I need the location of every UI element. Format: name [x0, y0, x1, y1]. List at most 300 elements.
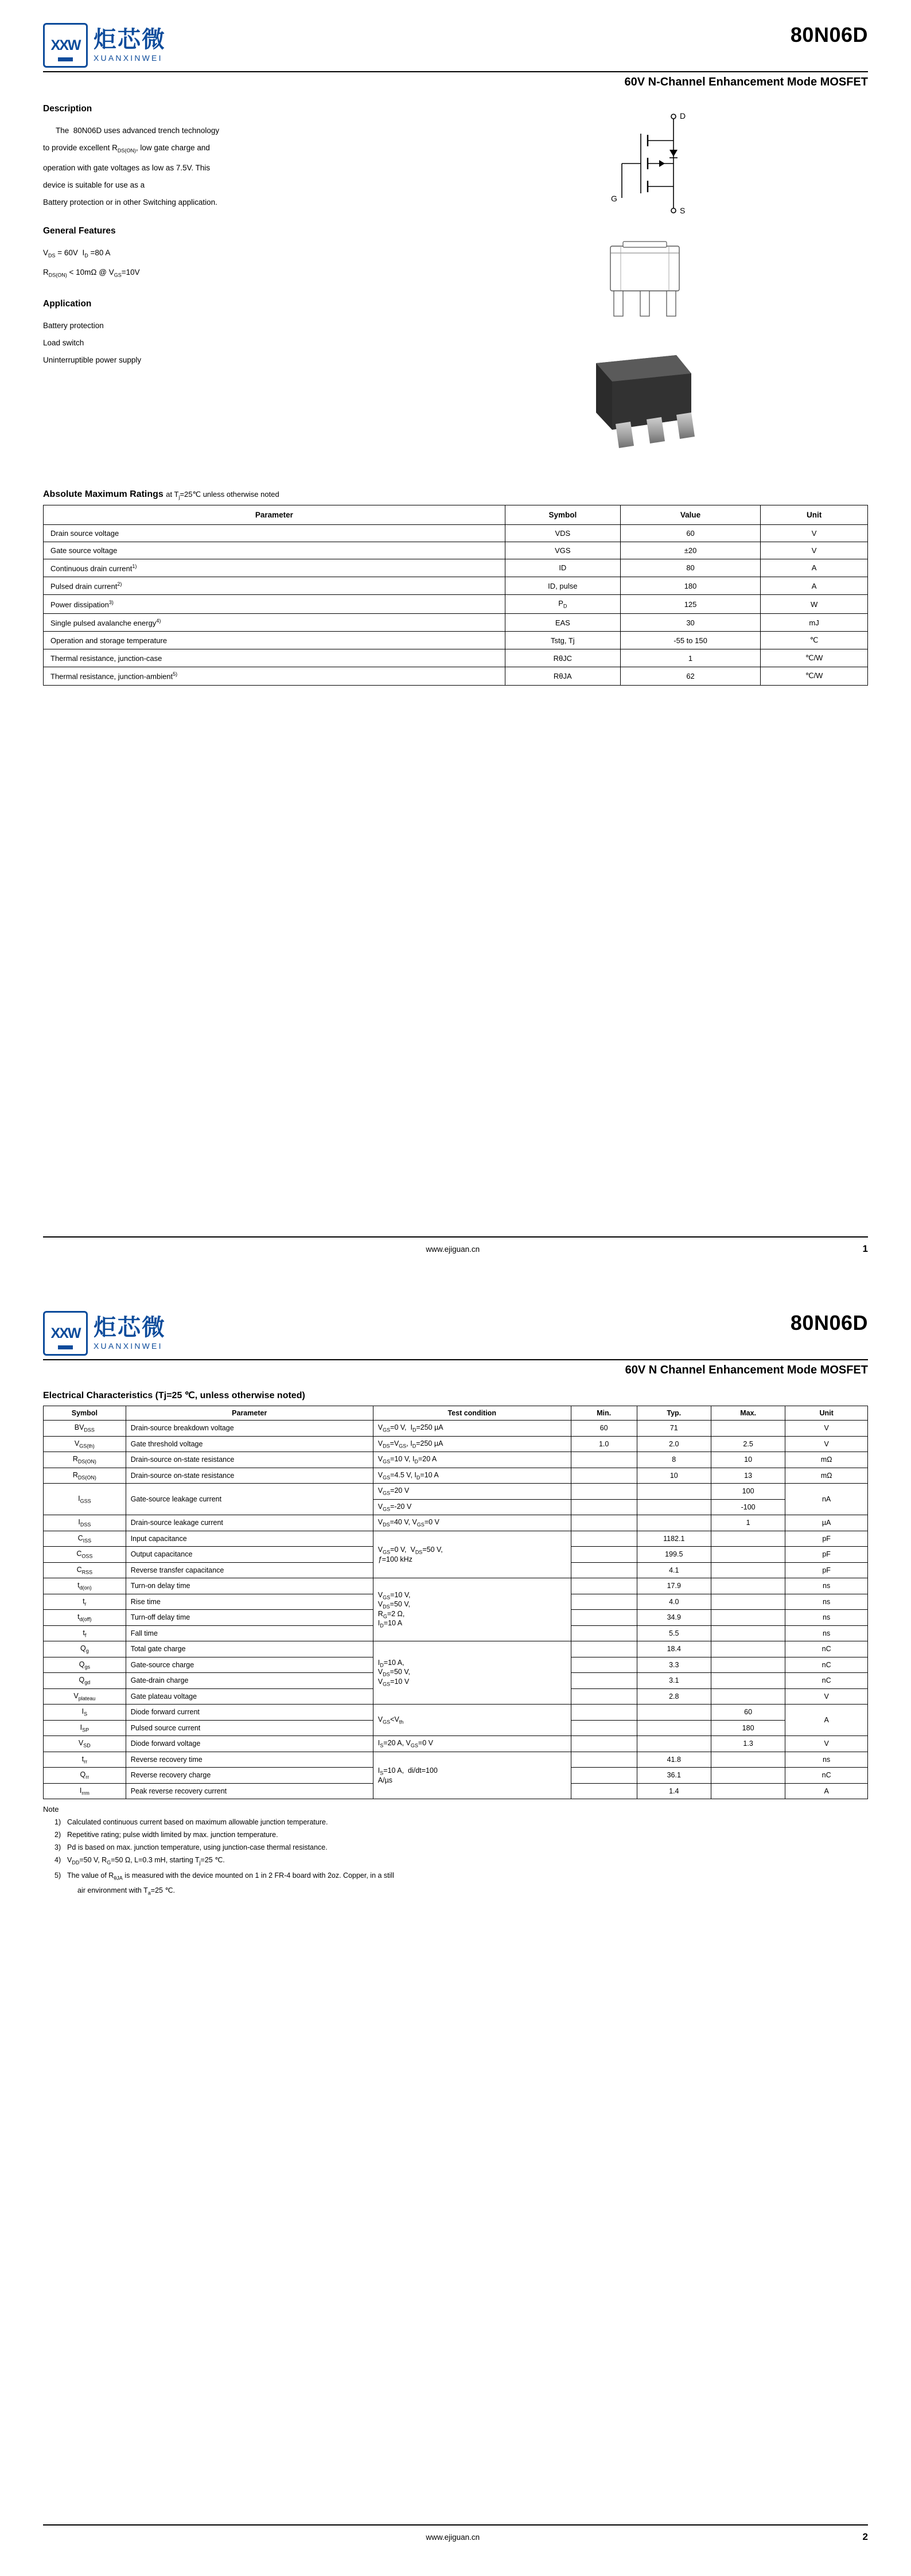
amr-cell: ℃/W — [761, 667, 868, 685]
elec-max — [711, 1641, 785, 1657]
elec-min — [571, 1783, 637, 1799]
amr-cell: W — [761, 595, 868, 614]
features-heading: General Features — [43, 225, 116, 236]
logo-mark-text: XXW — [50, 37, 80, 53]
elec-max — [711, 1688, 785, 1705]
amr-cell: Power dissipation$^{3)}$ — [44, 595, 505, 614]
elec-symbol: $V_{SD}$ — [44, 1736, 126, 1752]
svg-text:D: D — [680, 111, 686, 120]
amr-cell: Gate source voltage — [44, 542, 505, 559]
footer-divider — [43, 2524, 868, 2526]
note-text: air environment with $T_a=25$ ℃. — [77, 1886, 175, 1896]
elec-condition: $V_{GS}=4.5$ V, $I_D=10$ A — [373, 1468, 571, 1484]
elec-unit: mΩ — [785, 1468, 868, 1484]
package-outline-drawing — [587, 238, 702, 330]
logo-underbar — [58, 1345, 73, 1349]
elec-min: 60 — [571, 1421, 637, 1437]
elec-max — [711, 1547, 785, 1563]
elec-condition: $V_{GS}=20$ V — [373, 1484, 571, 1500]
elec-min — [571, 1452, 637, 1468]
description-column — [43, 104, 410, 460]
footer-page-number: 1 — [862, 1243, 868, 1254]
amr-title-note: at $T_j=25℃$ unless otherwise noted — [166, 490, 279, 500]
company-name-en: XUANXINWEI — [94, 1341, 163, 1351]
elec-parameter: Reverse recovery charge — [126, 1768, 373, 1784]
page2-footer — [43, 2524, 868, 2543]
amr-cell: 80 — [620, 559, 760, 577]
elec-col-condition: Test condition — [373, 1406, 571, 1421]
table-row — [44, 1468, 868, 1484]
feature-line-2: $R_{DS(ON)} < 10m\Omega$ @ $V_{GS}=10V$ — [43, 268, 140, 279]
footer-row — [43, 1243, 868, 1255]
elec-min — [571, 1531, 637, 1547]
elec-typ — [637, 1515, 711, 1531]
part-number: 80N06D — [790, 23, 868, 46]
table-row — [44, 559, 868, 577]
elec-parameter: Gate plateau voltage — [126, 1688, 373, 1705]
note-heading: Note — [43, 1805, 59, 1814]
elec-col-max: Max. — [711, 1406, 785, 1421]
elec-min — [571, 1610, 637, 1626]
table-row — [44, 524, 868, 542]
elec-parameter: Gate threshold voltage — [126, 1436, 373, 1452]
elec-symbol: $I_{rrm}$ — [44, 1783, 126, 1799]
note-number: 5) — [54, 1871, 61, 1880]
table-row — [44, 1578, 868, 1594]
elec-unit: ns — [785, 1594, 868, 1610]
note-text: Calculated continuous current based on maximum allowable junction temperature. — [67, 1818, 328, 1826]
elec-max: 13 — [711, 1468, 785, 1484]
elec-unit: pF — [785, 1531, 868, 1547]
table-row — [44, 1421, 868, 1437]
elec-typ — [637, 1720, 711, 1736]
company-name-cn: 炬芯微 — [94, 26, 166, 53]
description-heading: Description — [43, 104, 92, 114]
elec-max — [711, 1783, 785, 1799]
elec-typ: 2.0 — [637, 1436, 711, 1452]
elec-min — [571, 1625, 637, 1641]
elec-min — [571, 1562, 637, 1578]
elec-typ — [637, 1736, 711, 1752]
elec-unit: A — [785, 1705, 868, 1736]
elec-unit: ns — [785, 1578, 868, 1594]
elec-min — [571, 1736, 637, 1752]
mosfet-symbol-icon — [573, 106, 717, 221]
note-number: 4) — [54, 1856, 61, 1864]
elec-typ — [637, 1484, 711, 1500]
table-row — [44, 667, 868, 685]
table-row — [44, 632, 868, 649]
amr-cell: Single pulsed avalanche energy$^{4)}$ — [44, 613, 505, 631]
logo-wordmark — [94, 1316, 166, 1351]
elec-unit: nC — [785, 1657, 868, 1673]
elec-condition: $V_{GS}<V_{th}$ — [373, 1705, 571, 1736]
application-heading: Application — [43, 299, 92, 309]
list-item — [43, 1816, 868, 1828]
elec-min — [571, 1768, 637, 1784]
table-row — [44, 649, 868, 667]
elec-typ: 36.1 — [637, 1768, 711, 1784]
elec-unit: pF — [785, 1547, 868, 1563]
table-row — [44, 542, 868, 559]
absolute-maximum-ratings-table — [43, 505, 868, 686]
list-item — [43, 1884, 868, 1900]
elec-symbol: $Q_{rr}$ — [44, 1768, 126, 1784]
footer-url[interactable]: www.ejiguan.cn — [426, 1244, 480, 1254]
amr-cell: mJ — [761, 613, 868, 631]
elec-max: 180 — [711, 1720, 785, 1736]
elec-unit: V — [785, 1436, 868, 1452]
elec-parameter: Turn-on delay time — [126, 1578, 373, 1594]
elec-unit: ns — [785, 1752, 868, 1768]
company-name-cn: 炬芯微 — [94, 1314, 166, 1341]
table-row — [44, 1705, 868, 1721]
graphics-column — [410, 104, 868, 460]
table-row — [44, 1484, 868, 1500]
svg-text:G: G — [611, 194, 617, 203]
elec-min — [571, 1752, 637, 1768]
elec-typ: 18.4 — [637, 1641, 711, 1657]
table-row — [44, 1641, 868, 1657]
note-number: 2) — [54, 1831, 61, 1839]
note-number: 3) — [54, 1843, 61, 1851]
page1-header — [43, 0, 868, 68]
elec-condition: $I_D=10$ A, $V_{DS}=50$ V, $V_{GS}=10$ V — [373, 1641, 571, 1705]
amr-title-main: Absolute Maximum Ratings — [43, 489, 163, 499]
elec-col-unit: Unit — [785, 1406, 868, 1421]
table-row — [44, 1436, 868, 1452]
logo-wordmark — [94, 28, 166, 63]
elec-unit: V — [785, 1736, 868, 1752]
logo-underbar — [58, 57, 73, 61]
list-item — [43, 1854, 868, 1869]
elec-symbol: $t_r$ — [44, 1594, 126, 1610]
elec-condition: $I_S=20$ A, $V_{GS}=0$ V — [373, 1736, 571, 1752]
elec-condition: $V_{GS}=10$ V, $I_D=20$ A — [373, 1452, 571, 1468]
elec-symbol: $V_{plateau}$ — [44, 1688, 126, 1705]
elec-header-row — [44, 1406, 868, 1421]
amr-cell: Tstg, Tj — [505, 632, 620, 649]
amr-cell: ℃/W — [761, 649, 868, 667]
amr-col-symbol: Symbol — [505, 505, 620, 524]
elec-symbol: $t_{d(on)}$ — [44, 1578, 126, 1594]
footer-row — [43, 2531, 868, 2543]
elec-symbol: $R_{DS(ON)}$ — [44, 1468, 126, 1484]
amr-cell: Thermal resistance, junction-case — [44, 649, 505, 667]
elec-min — [571, 1673, 637, 1689]
elec-symbol: $t_{d(off)}$ — [44, 1610, 126, 1626]
table-row — [44, 1515, 868, 1531]
amr-cell: A — [761, 577, 868, 594]
elec-typ: 5.5 — [637, 1625, 711, 1641]
elec-typ — [637, 1499, 711, 1515]
amr-cell: -55 to 150 — [620, 632, 760, 649]
elec-max — [711, 1625, 785, 1641]
elec-condition: $V_{GS}=0$ V, $I_D=250$ µA — [373, 1421, 571, 1437]
elec-typ: 10 — [637, 1468, 711, 1484]
amr-cell: Continuous drain current$^{1)}$ — [44, 559, 505, 577]
elec-typ: 1.4 — [637, 1783, 711, 1799]
elec-min — [571, 1705, 637, 1721]
elec-symbol: $I_{SP}$ — [44, 1720, 126, 1736]
elec-col-symbol: Symbol — [44, 1406, 126, 1421]
description-section — [43, 104, 868, 460]
note-text: The value of $R_{\theta JA}$ is measured with the device mounted on 1 in 2 FR-4 board with 2oz. Copper, in a still — [67, 1871, 394, 1881]
amr-title — [43, 489, 868, 500]
note-text: $V_{DD}=50$ V, $R_G=50$ Ω, L=0.3 mH, starting $T_j=25$ ℃. — [67, 1856, 225, 1866]
footer-divider — [43, 1236, 868, 1238]
elec-parameter: Pulsed source current — [126, 1720, 373, 1736]
elec-condition: $V_{DS}=V_{GS}$, $I_D=250$ µA — [373, 1436, 571, 1452]
elec-max — [711, 1531, 785, 1547]
elec-typ: 199.5 — [637, 1547, 711, 1563]
elec-title: Electrical Characteristics (Tj=25 ℃, unless otherwise noted) — [43, 1391, 305, 1400]
elec-min — [571, 1547, 637, 1563]
elec-unit: mΩ — [785, 1452, 868, 1468]
elec-min — [571, 1657, 637, 1673]
description-line-5: Battery protection or in other Switching application. — [43, 197, 217, 207]
list-item — [43, 1869, 868, 1885]
elec-parameter: Total gate charge — [126, 1641, 373, 1657]
amr-cell: Pulsed drain current$^{2)}$ — [44, 577, 505, 594]
elec-unit: A — [785, 1783, 868, 1799]
amr-cell: 125 — [620, 595, 760, 614]
elec-typ: 3.3 — [637, 1657, 711, 1673]
amr-cell: RθJC — [505, 649, 620, 667]
amr-cell: Operation and storage temperature — [44, 632, 505, 649]
table-row — [44, 577, 868, 594]
elec-symbol: $Q_{gs}$ — [44, 1657, 126, 1673]
list-item — [43, 1841, 868, 1854]
amr-cell: ID — [505, 559, 620, 577]
elec-parameter: Peak reverse recovery current — [126, 1783, 373, 1799]
company-logo — [43, 23, 166, 68]
elec-condition: $V_{GS}=0$ V, $V_{DS}=50$ V, ƒ=100 kHz — [373, 1531, 571, 1578]
company-name-en: XUANXINWEI — [94, 53, 163, 63]
elec-min — [571, 1688, 637, 1705]
elec-parameter: Input capacitance — [126, 1531, 373, 1547]
note-number — [43, 1884, 67, 1900]
amr-cell: ±20 — [620, 542, 760, 559]
part-number: 80N06D — [790, 1311, 868, 1334]
elec-max: 2.5 — [711, 1436, 785, 1452]
page1-subtitle: 60V N-Channel Enhancement Mode MOSFET — [624, 76, 868, 88]
elec-typ: 3.1 — [637, 1673, 711, 1689]
elec-symbol: $C_{OSS}$ — [44, 1547, 126, 1563]
amr-cell: VGS — [505, 542, 620, 559]
elec-max — [711, 1610, 785, 1626]
logo-mark-icon — [43, 23, 88, 68]
amr-cell: V — [761, 524, 868, 542]
table-row — [44, 1531, 868, 1547]
elec-symbol: $I_S$ — [44, 1705, 126, 1721]
elec-unit: ns — [785, 1610, 868, 1626]
amr-cell: 30 — [620, 613, 760, 631]
elec-max — [711, 1657, 785, 1673]
elec-min — [571, 1641, 637, 1657]
amr-cell: Thermal resistance, junction-ambient$^{5)}$ — [44, 667, 505, 685]
list-item — [43, 1828, 868, 1841]
elec-symbol: $R_{DS(ON)}$ — [44, 1452, 126, 1468]
footer-page-number: 2 — [862, 2531, 868, 2542]
elec-max: 10 — [711, 1452, 785, 1468]
elec-min — [571, 1720, 637, 1736]
amr-cell: Drain source voltage — [44, 524, 505, 542]
elec-symbol: $C_{ISS}$ — [44, 1531, 126, 1547]
elec-parameter: Reverse recovery time — [126, 1752, 373, 1768]
application-body — [43, 317, 410, 369]
elec-col-min: Min. — [571, 1406, 637, 1421]
elec-max: 100 — [711, 1484, 785, 1500]
elec-symbol: $I_{GSS}$ — [44, 1484, 126, 1515]
description-line-4: device is suitable for use as a — [43, 180, 145, 189]
amr-cell: ID, pulse — [505, 577, 620, 594]
elec-typ: 34.9 — [637, 1610, 711, 1626]
amr-col-value: Value — [620, 505, 760, 524]
elec-parameter: Rise time — [126, 1594, 373, 1610]
elec-max — [711, 1594, 785, 1610]
elec-max: -100 — [711, 1499, 785, 1515]
elec-unit: ns — [785, 1625, 868, 1641]
elec-parameter: Output capacitance — [126, 1547, 373, 1563]
header-divider — [43, 1359, 868, 1360]
notes-list — [43, 1816, 868, 1900]
elec-typ: 4.0 — [637, 1594, 711, 1610]
elec-unit: nA — [785, 1484, 868, 1515]
elec-col-parameter: Parameter — [126, 1406, 373, 1421]
elec-unit: pF — [785, 1562, 868, 1578]
elec-parameter: Diode forward current — [126, 1705, 373, 1721]
datasheet-page-2 — [0, 1288, 911, 2576]
elec-symbol: $t_{rr}$ — [44, 1752, 126, 1768]
amr-cell: V — [761, 542, 868, 559]
table-row — [44, 1752, 868, 1768]
elec-max: 1 — [711, 1515, 785, 1531]
note-text: Repetitive rating; pulse width limited by max. junction temperature. — [67, 1831, 278, 1839]
page1-header-right — [791, 23, 868, 47]
elec-symbol: $Q_g$ — [44, 1641, 126, 1657]
elec-symbol: $C_{RSS}$ — [44, 1562, 126, 1578]
table-row — [44, 595, 868, 614]
description-line-1: The 80N06D uses advanced trench technology — [56, 126, 220, 135]
page2-header — [43, 1288, 868, 1356]
elec-typ: 17.9 — [637, 1578, 711, 1594]
amr-cell: ℃ — [761, 632, 868, 649]
amr-cell: $P_D$ — [505, 595, 620, 614]
amr-cell: VDS — [505, 524, 620, 542]
amr-col-unit: Unit — [761, 505, 868, 524]
elec-parameter: Fall time — [126, 1625, 373, 1641]
elec-max: 60 — [711, 1705, 785, 1721]
elec-typ: 41.8 — [637, 1752, 711, 1768]
elec-parameter: Diode forward voltage — [126, 1736, 373, 1752]
elec-parameter: Turn-off delay time — [126, 1610, 373, 1626]
elec-min: 1.0 — [571, 1436, 637, 1452]
note-number: 1) — [54, 1818, 61, 1826]
application-item-1: Battery protection — [43, 321, 104, 330]
elec-unit: nC — [785, 1768, 868, 1784]
electrical-characteristics-table — [43, 1406, 868, 1799]
elec-max — [711, 1578, 785, 1594]
description-line-3: operation with gate voltages as low as 7.5V. This — [43, 163, 211, 172]
elec-condition: $V_{GS}=10$ V, $V_{DS}=50$ V, $R_G=2$ Ω, $I_D=10$ A — [373, 1578, 571, 1641]
description-line-2: to provide excellent $R_{DS(ON)}$, low gate charge and — [43, 143, 210, 154]
amr-cell: RθJA — [505, 667, 620, 685]
elec-unit: V — [785, 1688, 868, 1705]
amr-cell: 1 — [620, 649, 760, 667]
svg-text:S: S — [680, 206, 686, 215]
elec-max — [711, 1752, 785, 1768]
elec-typ: 2.8 — [637, 1688, 711, 1705]
elec-typ: 4.1 — [637, 1562, 711, 1578]
page2-header-right — [791, 1311, 868, 1335]
package-photo — [579, 351, 711, 460]
elec-max — [711, 1421, 785, 1437]
elec-condition: $V_{DS}=40$ V, $V_{GS}=0$ V — [373, 1515, 571, 1531]
amr-header-row — [44, 505, 868, 524]
elec-typ: 1182.1 — [637, 1531, 711, 1547]
elec-typ: 71 — [637, 1421, 711, 1437]
feature-line-1: $V_{DS} = 60V$ $I_D =80$ A — [43, 248, 111, 259]
elec-max — [711, 1768, 785, 1784]
elec-symbol: $t_f$ — [44, 1625, 126, 1641]
table-row — [44, 1736, 868, 1752]
elec-unit: nC — [785, 1641, 868, 1657]
elec-unit: nC — [785, 1673, 868, 1689]
application-item-2: Load switch — [43, 338, 84, 348]
elec-unit: µA — [785, 1515, 868, 1531]
elec-min — [571, 1578, 637, 1594]
amr-cell: 180 — [620, 577, 760, 594]
elec-min — [571, 1515, 637, 1531]
elec-parameter: Reverse transfer capacitance — [126, 1562, 373, 1578]
elec-symbol: $V_{GS(th)}$ — [44, 1436, 126, 1452]
table-row — [44, 1452, 868, 1468]
footer-url[interactable]: www.ejiguan.cn — [426, 2532, 480, 2542]
elec-condition: $I_S=10$ A, di/dt=100 A/µs — [373, 1752, 571, 1799]
page1-footer — [43, 1236, 868, 1255]
elec-max — [711, 1562, 785, 1578]
logo-mark-text: XXW — [50, 1325, 80, 1341]
elec-parameter: Drain-source on-state resistance — [126, 1452, 373, 1468]
elec-symbol: $I_{DSS}$ — [44, 1515, 126, 1531]
amr-col-parameter: Parameter — [44, 505, 505, 524]
table-row — [44, 613, 868, 631]
elec-symbol: $Q_{gd}$ — [44, 1673, 126, 1689]
elec-min — [571, 1499, 637, 1515]
company-logo — [43, 1311, 166, 1356]
elec-parameter: Gate-drain charge — [126, 1673, 373, 1689]
elec-min — [571, 1468, 637, 1484]
elec-condition: $V_{GS}=-20$ V — [373, 1499, 571, 1515]
header-divider — [43, 71, 868, 72]
elec-symbol: $BV_{DSS}$ — [44, 1421, 126, 1437]
application-item-3: Uninterruptible power supply — [43, 356, 142, 365]
page2-subtitle: 60V N Channel Enhancement Mode MOSFET — [625, 1364, 868, 1376]
amr-cell: EAS — [505, 613, 620, 631]
elec-col-typ: Typ. — [637, 1406, 711, 1421]
elec-parameter: Gate-source charge — [126, 1657, 373, 1673]
elec-parameter: Drain-source breakdown voltage — [126, 1421, 373, 1437]
elec-parameter: Drain-source leakage current — [126, 1515, 373, 1531]
amr-section — [43, 489, 868, 686]
elec-parameter: Drain-source on-state resistance — [126, 1468, 373, 1484]
amr-cell: 62 — [620, 667, 760, 685]
amr-cell: 60 — [620, 524, 760, 542]
elec-min — [571, 1484, 637, 1500]
elec-unit: V — [785, 1421, 868, 1437]
note-text: Pd is based on max. junction temperature, using junction-case thermal resistance. — [67, 1843, 328, 1851]
